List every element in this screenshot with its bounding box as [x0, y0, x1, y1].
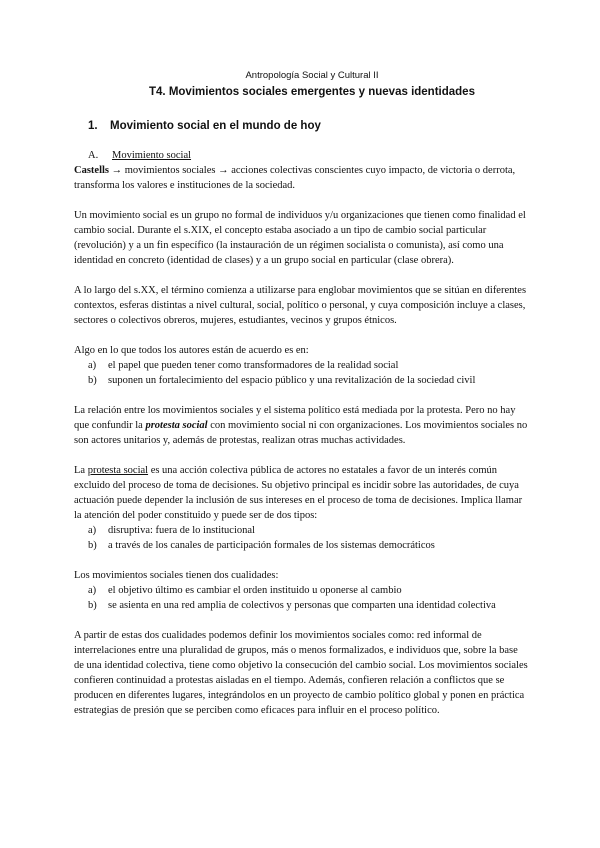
document-title: T4. Movimientos sociales emergentes y nuevas identidades: [149, 86, 475, 98]
list-item-text: suponen un fortalecimiento del espacio público y una revitalización de la sociedad civil: [108, 375, 476, 386]
list-marker: a): [88, 585, 97, 596]
paragraph-definition: Un movimiento social es un grupo no formal de individuos y/u organizaciones que tienen como finalidad el cambio social. Durante el s.XIX, el concepto estaba asociado a un tipo de cambio social particular (revolución) y a un fin específico (la instauración de un régimen socialista o comunista), así como una identidad en concreto (identidad de clases) y a un grupo social en particular (clase obrera).: [74, 210, 526, 266]
qualities-list: [74, 583, 528, 613]
list-item-text: se asienta en una red amplia de colectivos y personas que comparten una identidad colectiva: [108, 600, 496, 611]
protest-types-list: [74, 523, 528, 553]
paragraph-qualities-intro: Los movimientos sociales tienen dos cualidades:: [74, 570, 279, 581]
paragraph-text: es una acción colectiva pública de actores no estatales a favor de un interés común excluido del proceso de toma de decisiones. Su objetivo principal es incidir sobre las autoridades, de cuya actuación puede depender la inclusión de sus intereses en el proceso de toma de decisiones. Implica llamar la atención del poder constituido y puede ser de dos tipos:: [74, 465, 523, 521]
agreement-list: [74, 358, 528, 388]
paragraph-agreement-intro: Algo en lo que todos los autores están de acuerdo es en:: [74, 345, 309, 356]
paragraph-text: con movimiento social ni con organizaciones. Los movimientos sociales no son actores unitarios y, además de protestas, realizan otras muchas actividades.: [74, 420, 528, 446]
list-marker: b): [88, 600, 97, 611]
paragraph-relation: [74, 403, 528, 448]
paragraph-conclusion: A partir de estas dos cualidades podemos definir los movimientos sociales como: red informal de interrelaciones entre una pluralidad de grupos, más o menos formalizados, e individuos que, sobre la base de una identidad colectiva, tiene como objetivo la consecución del cambio social. Los movimientos sociales confieren continuidad a protestas aisladas en el tiempo. Además, confieren relación a conflictos que se producen en diferentes lugares, integrándolos en un proyecto de cambio político global y ponen en práctica estrategias de presión que se perciben como eficaces para influir en el proceso político.: [74, 630, 528, 716]
subsection-heading: [88, 150, 528, 161]
author-name: Castells: [74, 165, 109, 176]
paragraph-castells: [74, 163, 528, 193]
list-item: [74, 583, 528, 598]
list-marker: b): [88, 540, 97, 551]
list-marker: a): [88, 360, 97, 371]
paragraph-protesta: [74, 463, 528, 523]
paragraph-text: → movimientos sociales → acciones colectivas conscientes cuyo impacto, de victoria o derrota, transforma los valores e instituciones de la sociedad.: [74, 165, 516, 191]
emphasis-protesta-social: protesta social: [145, 420, 208, 431]
section-title: Movimiento social en el mundo de hoy: [110, 120, 321, 132]
course-name: Antropología Social y Cultural II: [245, 70, 379, 81]
list-item-text: a través de los canales de participación formales de los sistemas democráticos: [108, 540, 435, 551]
list-item: [74, 358, 528, 373]
paragraph-text: La: [74, 465, 86, 476]
list-item-text: disruptiva: fuera de lo institucional: [108, 525, 255, 536]
list-item: [74, 523, 528, 538]
section-number: 1.: [88, 120, 98, 132]
list-item: [74, 373, 528, 388]
list-item: [74, 598, 528, 613]
list-marker: b): [88, 375, 97, 386]
list-item: [74, 538, 528, 553]
underlined-protesta-social: protesta social: [87, 465, 149, 476]
list-marker: a): [88, 525, 97, 536]
paragraph-xx-century: A lo largo del s.XX, el término comienza a utilizarse para englobar movimientos que se sitúan en diferentes contextos, esferas distintas a nivel cultural, social, político o personal, y cuya composición incluye a clases, sectores o colectivos obreros, mujeres, estudiantes, vecinos y grupos étnicos.: [74, 285, 527, 326]
list-item-text: el papel que pueden tener como transformadores de la realidad social: [108, 360, 399, 371]
section-heading: [88, 120, 528, 132]
subsection-title: Movimiento social: [112, 150, 192, 161]
subsection-letter: A.: [88, 150, 99, 161]
list-item-text: el objetivo último es cambiar el orden instituido u oponerse al cambio: [108, 585, 402, 596]
paragraph-text: La relación entre los movimientos sociales y el sistema político está mediada por la protesta. Pero no hay que confundir la: [74, 405, 516, 431]
